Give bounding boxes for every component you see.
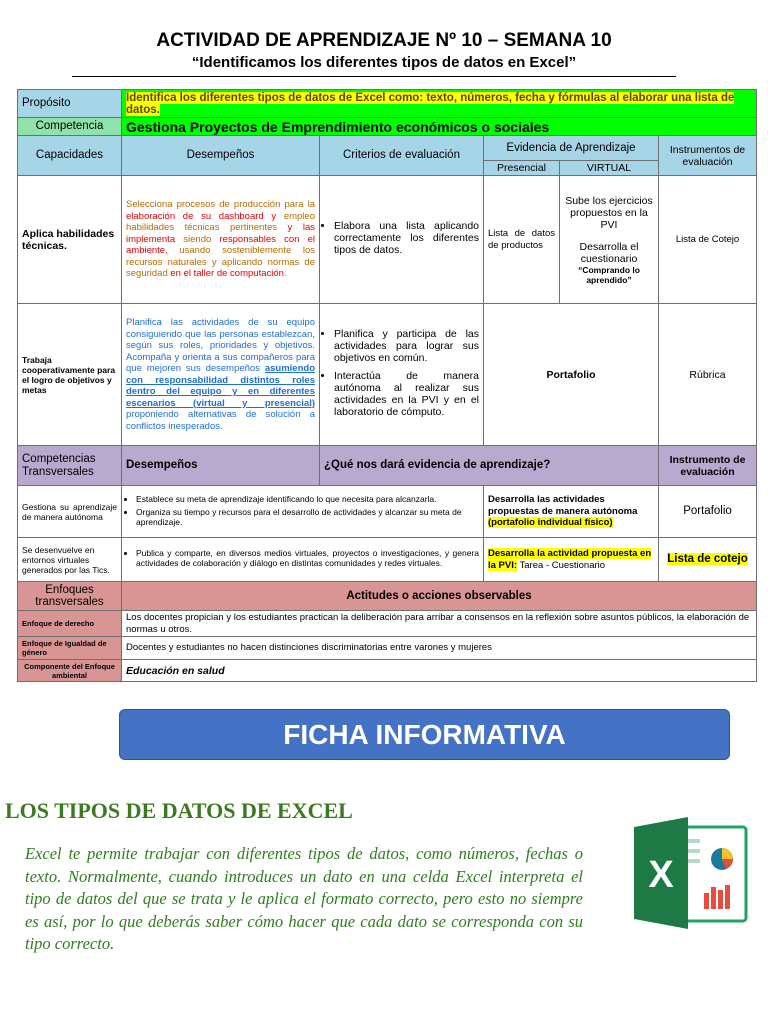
planning-table — [17, 89, 757, 682]
capacidad-aplica: Aplica habilidades técnicas. — [18, 176, 122, 304]
ficha-informativa-banner: FICHA INFORMATIVA — [119, 709, 730, 760]
competencia-tic: Se desenvuelve en entornos virtuales generados por las Tics. — [18, 538, 122, 582]
header-enfoques: Enfoques transversales — [18, 582, 122, 611]
header-desempenos: Desempeños — [122, 136, 320, 176]
desempeno-aplica: Selecciona procesos de producción para la elaboración de su dashboard y empleo habilidades técnicas pertinentes y las implementa siendo responsables con el ambiente, usando sosteniblemente los recursos naturales y aplicando normas de seguridad en el taller de computación. — [122, 176, 320, 304]
section-title: LOS TIPOS DE DATOS DE EXCEL — [5, 798, 353, 823]
header-divider — [72, 76, 676, 77]
header-instrumentos: Instrumentos de evaluación — [659, 136, 757, 176]
enfoque-label: Componente del Enfoque ambiental — [18, 660, 122, 682]
evidencia-trabaja: Portafolio — [484, 304, 659, 446]
activity-title: ACTIVIDAD DE APRENDIZAJE Nº 10 – SEMANA 10 — [156, 30, 612, 51]
excel-bar — [718, 890, 723, 909]
excel-logo-icon — [630, 815, 748, 931]
excel-letter: X — [648, 854, 674, 896]
header-presencial: Presencial — [484, 161, 560, 176]
header-evidencia: Evidencia de Aprendizaje — [484, 136, 659, 161]
transversal-header-row — [18, 446, 757, 486]
criterio-aplica: • Elabora una lista aplicando correctamente los diferentes tipos de datos. — [320, 176, 484, 304]
header-actitudes: Actitudes o acciones observables — [122, 582, 757, 611]
header-desempenos-transversales: Desempeños — [122, 446, 320, 486]
excel-bar — [711, 887, 716, 909]
enfoque-label: Enfoque de derecho — [18, 611, 122, 637]
section-paragraph: Excel te permite trabajar con diferentes tipos de datos, como números, fechas o texto. Normalmente, cuando introduces un dato en una celda Excel interpreta el tipo de datos del que se trata y le aplica el formato correcto, pero esto no siempre es así, por lo que deberás saber cómo hacer que cada dato se corresponda con su tipo correcto. — [25, 844, 583, 953]
enfoque-row — [18, 637, 757, 660]
proposito-row — [18, 90, 757, 118]
excel-cell — [688, 859, 700, 863]
desempeno-autonomo: • Establece su meta de aprendizaje identificando lo que necesita para alcanzarla. • Organiza su tiempo y recursos para el desarrollo de actividades y alcanzar su meta de aprendizaje. — [122, 486, 484, 538]
header-row — [18, 136, 757, 161]
instrumento-autonomo: Portafolio — [659, 486, 757, 538]
proposito-value: Identifica los diferentes tipos de datos de Excel como: texto, números, fecha y fórmulas al elaborar una lista de datos. — [122, 90, 757, 118]
competencia-value: Gestiona Proyectos de Emprendimiento económicos o sociales — [122, 118, 757, 136]
enfoque-text: Educación en salud — [122, 660, 757, 682]
enfoque-row — [18, 660, 757, 682]
header-competencias-transversales: Competencias Transversales — [18, 446, 122, 486]
excel-bar — [704, 893, 709, 909]
header-capacidades: Capacidades — [18, 136, 122, 176]
instrumento-aplica: Lista de Cotejo — [659, 176, 757, 304]
trabajo-row — [18, 304, 757, 446]
evidencia-virtual-aplica: Sube los ejercicios propuestos en la PVI Desarrolla el cuestionario “Comprando lo aprendido” — [560, 176, 659, 304]
instrumento-trabaja: Rúbrica — [659, 304, 757, 446]
capacidad-row — [18, 176, 757, 304]
competencia-label: Competencia — [18, 118, 122, 136]
proposito-label: Propósito — [18, 90, 122, 118]
desempeno-tic: • Publica y comparte, en diversos medios virtuales, proyectos o investigaciones, y genera actividades de colaboración y diálogo en distintas comunidades y redes virtuales. — [122, 538, 484, 582]
capacidad-trabaja: Trabaja cooperativamente para el logro de objetivos y metas — [18, 304, 122, 446]
enfoque-label: Enfoque de Igualdad de género — [18, 637, 122, 660]
excel-cell — [688, 839, 700, 843]
tic-row — [18, 538, 757, 582]
evidencia-presencial-aplica: Lista de datos de productos — [484, 176, 560, 304]
enfoque-text: Docentes y estudiantes no hacen distinciones discriminatorias entre varones y mujeres — [122, 637, 757, 660]
header-evidencia-transversal: ¿Qué nos dará evidencia de aprendizaje? — [320, 446, 659, 486]
excel-cell — [688, 849, 700, 853]
evidencia-autonoma: Desarrolla las actividades propuestas de manera autónoma (portafolio individual físico) — [484, 486, 659, 538]
enfoques-header-row — [18, 582, 757, 611]
desempeno-trabaja: Planifica las actividades de su equipo consiguiendo que las personas establezcan, según sus roles, prioridades y objetivos. Acompaña y orienta a sus compañeros para que mejoren sus desempeños asumiendo con responsabilidad distintos roles dentro del equipo y en diferentes escenarios (virtual y presencial) proponiendo alternativas de solución a conflictos inesperados. — [122, 304, 320, 446]
criterio-trabaja: • Planifica y participa de las actividades para lograr sus objetivos en común. • Interactúa de manera autónoma al realizar sus actividades en la PVI y en el laboratorio de cómputo. — [320, 304, 484, 446]
evidencia-tic: Desarrolla la actividad propuesta en la PVI: Tarea - Cuestionario — [484, 538, 659, 582]
activity-subtitle: “Identificamos los diferentes tipos de datos en Excel” — [191, 54, 577, 71]
competencia-autonoma: Gestiona su aprendizaje de manera autónoma — [18, 486, 122, 538]
enfoque-text: Los docentes propician y los estudiantes practican la deliberación para arribar a consensos en la reflexión sobre asuntos públicos, la elaboración de normas u otros. — [122, 611, 757, 637]
header-criterios: Criterios de evaluación — [320, 136, 484, 176]
header-virtual: VIRTUAL — [560, 161, 659, 176]
competencia-row — [18, 118, 757, 136]
instrumento-tic: Lista de cotejo — [659, 538, 757, 582]
autonomo-row — [18, 486, 757, 538]
header-instrumento-transversal: Instrumento de evaluación — [659, 446, 757, 486]
enfoque-row — [18, 611, 757, 637]
excel-bar — [725, 885, 730, 909]
